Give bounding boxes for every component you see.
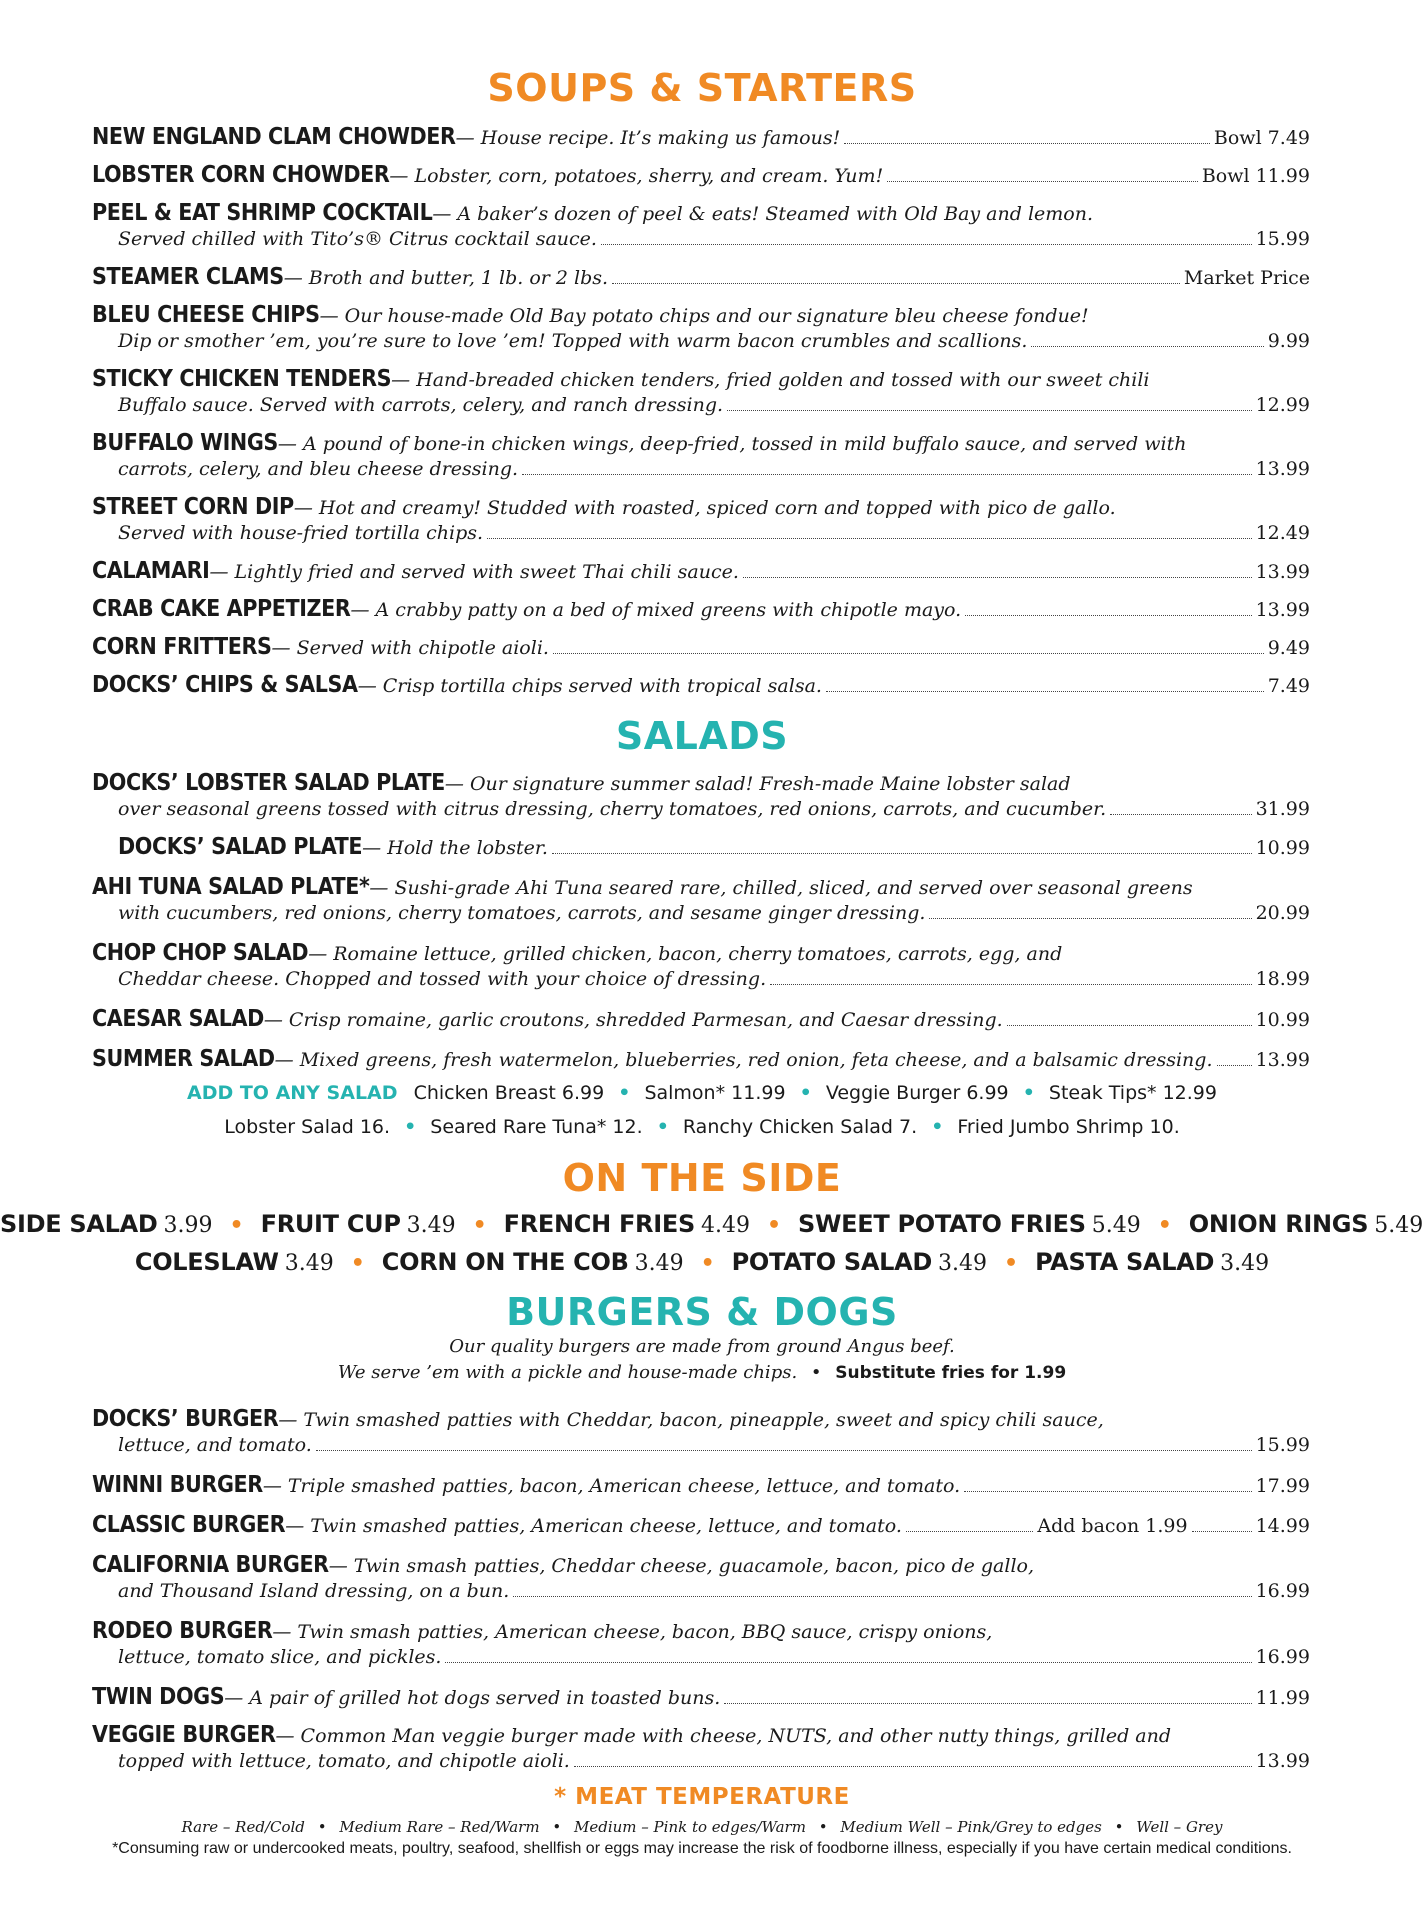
menu-item-buffalo-wings <box>92 430 1310 482</box>
menu-item-veggie-burger <box>92 1722 1310 1774</box>
item-name: CORN FRITTERS <box>92 634 272 660</box>
side-price: 3.49 <box>634 1251 684 1276</box>
item-desc: — Twin smash patties, Cheddar cheese, guacamole, bacon, pico de gallo, <box>328 1555 1035 1577</box>
dot-leader <box>522 474 1252 475</box>
addon-price: 7. <box>899 1116 918 1138</box>
menu-item-calamari <box>92 558 1310 584</box>
dot-leader <box>929 918 1251 919</box>
item-price: 11.99 <box>1255 1687 1310 1709</box>
item-name: LOBSTER CORN CHOWDER <box>92 162 390 188</box>
menu-item-docks-salad-plate <box>118 834 1310 860</box>
item-desc: — Common Man veggie burger made with cheese, NUTS, and other nutty things, grilled and <box>275 1725 1172 1747</box>
addon-name: Steak Tips* <box>1048 1082 1157 1104</box>
addon-name: Veggie Burger <box>825 1082 961 1104</box>
dot-leader <box>724 1703 1251 1704</box>
separator-dot: • <box>700 1251 715 1276</box>
separator-dot: • <box>404 1116 417 1138</box>
item-price: Market Price <box>1183 267 1310 289</box>
item-name: DOCKS’ CHIPS & SALSA <box>92 672 358 698</box>
item-name: RODEO BURGER <box>92 1618 273 1644</box>
dot-leader <box>513 1596 1251 1597</box>
menu-item-ahi-tuna-salad <box>92 874 1310 926</box>
item-price: 13.99 <box>1255 1750 1310 1772</box>
item-name: CRAB CAKE APPETIZER <box>92 596 351 622</box>
item-name: BUFFALO WINGS <box>92 430 278 456</box>
dot-leader <box>770 984 1251 985</box>
item-price: 10.99 <box>1255 1009 1310 1031</box>
sides-row-1 <box>0 1206 1423 1244</box>
side-price: 5.49 <box>1091 1213 1141 1238</box>
dot-leader <box>906 1531 1033 1532</box>
dot-leader <box>1192 1531 1252 1532</box>
side-price: 3.49 <box>938 1251 988 1276</box>
menu-item-twin-dogs <box>92 1684 1310 1710</box>
separator-dot: • <box>317 1818 327 1836</box>
dot-leader <box>1007 1025 1252 1026</box>
dot-leader <box>1110 814 1251 815</box>
add-bacon: Add bacon 1.99 <box>1037 1515 1188 1537</box>
separator-dot: • <box>931 1116 944 1138</box>
item-desc: — A crabby patty on a bed of mixed greens with chipotle mayo. <box>350 599 962 621</box>
item-price: 15.99 <box>1255 1434 1310 1456</box>
item-price: 16.99 <box>1255 1580 1310 1602</box>
separator-dot: • <box>799 1082 812 1104</box>
separator-dot: • <box>656 1116 669 1138</box>
item-name: CHOP CHOP SALAD <box>92 940 309 966</box>
item-desc: — A pair of grilled hot dogs served in toasted buns. <box>224 1687 721 1709</box>
item-desc: — A pound of bone-in chicken wings, deep-fried, tossed in mild buffalo sauce, and served with <box>277 433 1187 455</box>
side-price: 3.99 <box>163 1213 213 1238</box>
menu-item-classic-burger <box>92 1512 1310 1538</box>
menu-item-sticky-chicken-tenders <box>92 366 1310 418</box>
item-desc: — Hold the lobster. <box>362 837 548 859</box>
separator-dot: • <box>1114 1818 1124 1836</box>
menu-item-docks-burger <box>92 1406 1310 1458</box>
side-price: 3.49 <box>406 1213 456 1238</box>
item-name: BLEU CHEESE CHIPS <box>92 302 320 328</box>
menu-item-bleu-cheese-chips <box>92 302 1310 354</box>
item-desc-2: Served chilled with Tito’s® Citrus cocktail sauce. <box>118 228 597 250</box>
separator-dot: • <box>229 1213 244 1238</box>
dot-leader <box>743 577 1252 578</box>
addon-price: 12.99 <box>1162 1082 1217 1104</box>
dot-leader <box>612 283 1180 284</box>
dot-leader <box>1217 1065 1252 1066</box>
item-name: DOCKS’ SALAD PLATE <box>118 834 363 860</box>
item-desc: — Our signature summer salad! Fresh-made Maine lobster salad <box>444 773 1071 795</box>
item-price: 9.49 <box>1267 637 1310 659</box>
addon-name: Seared Rare Tuna* <box>430 1116 607 1138</box>
item-price: 10.99 <box>1255 837 1310 859</box>
addon-price: 12. <box>612 1116 643 1138</box>
item-desc: — House recipe. It’s making us famous! <box>455 127 841 149</box>
item-desc: — Hot and creamy! Studded with roasted, spiced corn and topped with pico de gallo. <box>293 497 1116 519</box>
item-price: 15.99 <box>1255 228 1310 250</box>
salad-addons-row-2 <box>0 1112 1404 1142</box>
meat-temperature-list <box>0 1816 1404 1838</box>
item-name: CLASSIC BURGER <box>92 1512 286 1538</box>
side-name: FRUIT CUP <box>260 1210 401 1238</box>
menu-item-street-corn-dip <box>92 494 1310 546</box>
addon-name: Lobster Salad <box>224 1116 354 1138</box>
item-desc: — Lightly fried and served with sweet Thai chili sauce. <box>209 561 739 583</box>
item-desc-2: lettuce, and tomato. <box>118 1434 312 1456</box>
side-price: 3.49 <box>284 1251 334 1276</box>
side-name: ONION RINGS <box>1188 1210 1369 1238</box>
menu-item-chips-salsa <box>92 672 1310 698</box>
item-name: WINNI BURGER <box>92 1472 263 1498</box>
dot-leader <box>601 244 1252 245</box>
dot-leader <box>574 1766 1252 1767</box>
addon-price: 11.99 <box>731 1082 786 1104</box>
side-price: 4.49 <box>700 1213 750 1238</box>
menu-item-clam-chowder <box>92 124 1310 150</box>
item-desc-2: lettuce, tomato slice, and pickles. <box>118 1646 442 1668</box>
section-title-soups: SOUPS & STARTERS <box>487 66 917 110</box>
side-name: PASTA SALAD <box>1035 1248 1215 1276</box>
dot-leader <box>553 653 1264 654</box>
item-desc-2: Cheddar cheese. Chopped and tossed with your choice of dressing. <box>118 968 767 990</box>
salad-addons-row-1 <box>0 1078 1404 1108</box>
fries-substitute: Substitute fries for 1.99 <box>835 1363 1067 1383</box>
dot-leader <box>965 615 1251 616</box>
item-desc-2: with cucumbers, red onions, cherry tomatoes, carrots, and sesame ginger dressing. <box>118 902 926 924</box>
dot-leader <box>1031 346 1263 347</box>
temp-item: Well – Grey <box>1136 1818 1223 1836</box>
separator-dot: • <box>1004 1251 1019 1276</box>
item-name: TWIN DOGS <box>92 1684 225 1710</box>
item-desc: — Romaine lettuce, grilled chicken, bacon, cherry tomatoes, carrots, egg, and <box>308 943 1063 965</box>
separator-dot: • <box>472 1213 487 1238</box>
item-desc-2: carrots, celery, and bleu cheese dressing. <box>118 458 519 480</box>
addon-name: Fried Jumbo Shrimp <box>957 1116 1144 1138</box>
item-desc: — A baker’s dozen of peel & eats! Steamed with Old Bay and lemon. <box>432 203 1094 225</box>
side-price: 3.49 <box>1220 1251 1270 1276</box>
item-price: 13.99 <box>1255 599 1310 621</box>
item-price: 13.99 <box>1255 1049 1310 1071</box>
sides-row-2 <box>0 1244 1404 1282</box>
item-desc-2: Buffalo sauce. Served with carrots, celery, and ranch dressing. <box>118 394 724 416</box>
item-desc: — Hand-breaded chicken tenders, fried golden and tossed with our sweet chili <box>391 369 1150 391</box>
item-desc: — Crisp romaine, garlic croutons, shredded Parmesan, and Caesar dressing. <box>263 1009 1003 1031</box>
consumer-advisory: *Consuming raw or undercooked meats, poultry, seafood, shellfish or eggs may increase the risk of foodborne illness, especially if you have certain medical conditions. <box>112 1840 1292 1857</box>
item-name: STEAMER CLAMS <box>92 264 284 290</box>
dot-leader <box>487 538 1252 539</box>
item-desc: — Broth and butter, 1 lb. or 2 lbs. <box>283 267 609 289</box>
menu-item-winni-burger <box>92 1472 1310 1498</box>
item-price: 20.99 <box>1255 902 1310 924</box>
item-desc-2: over seasonal greens tossed with citrus dressing, cherry tomatoes, red onions, carrots, and cucumber. <box>118 798 1107 820</box>
menu-item-rodeo-burger <box>92 1618 1310 1670</box>
separator-dot: • <box>552 1818 562 1836</box>
side-name: SIDE SALAD <box>0 1210 158 1238</box>
menu-item-crab-cake <box>92 596 1310 622</box>
item-name: CAESAR SALAD <box>92 1006 264 1032</box>
dot-leader <box>316 1450 1252 1451</box>
side-name: SWEET POTATO FRIES <box>798 1210 1086 1238</box>
addon-price: 6.99 <box>561 1082 605 1104</box>
item-desc-2: Served with house-fried tortilla chips. <box>118 522 484 544</box>
menu-item-lobster-salad-plate <box>92 770 1310 822</box>
addon-price: 6.99 <box>966 1082 1009 1104</box>
item-price: 9.99 <box>1267 330 1310 352</box>
dot-leader <box>826 691 1264 692</box>
addon-label: ADD TO ANY SALAD <box>186 1082 398 1104</box>
item-desc: — Lobster, corn, potatoes, sherry, and cream. Yum! <box>389 165 884 187</box>
item-price: 7.49 <box>1267 675 1310 697</box>
side-name: FRENCH FRIES <box>503 1210 695 1238</box>
item-price: Bowl 11.99 <box>1201 165 1310 187</box>
section-title-salads: SALADS <box>615 714 789 758</box>
item-desc-2: and Thousand Island dressing, on a bun. <box>118 1580 510 1602</box>
item-price: 17.99 <box>1255 1475 1310 1497</box>
menu-item-caesar-salad <box>92 1006 1310 1032</box>
item-name: CALIFORNIA BURGER <box>92 1552 329 1578</box>
addon-price: 10. <box>1149 1116 1180 1138</box>
item-desc: — Our house-made Old Bay potato chips and our signature bleu cheese fondue! <box>319 305 1089 327</box>
item-name: STICKY CHICKEN TENDERS <box>92 366 392 392</box>
temp-item: Medium Rare – Red/Warm <box>339 1818 540 1836</box>
item-desc: — Crisp tortilla chips served with tropical salsa. <box>357 675 822 697</box>
menu-item-summer-salad <box>92 1046 1310 1072</box>
burgers-intro-text: We serve ’em with a pickle and house-made chips. <box>337 1362 798 1383</box>
item-name: DOCKS’ BURGER <box>92 1406 279 1432</box>
item-price: 31.99 <box>1255 798 1310 820</box>
menu-item-shrimp-cocktail <box>92 200 1310 252</box>
item-price: 13.99 <box>1255 561 1310 583</box>
item-desc: — Mixed greens, fresh watermelon, blueberries, red onion, feta cheese, and a balsamic dressing. <box>274 1049 1213 1071</box>
temp-item: Rare – Red/Cold <box>181 1818 305 1836</box>
item-name: VEGGIE BURGER <box>92 1722 276 1748</box>
side-name: POTATO SALAD <box>731 1248 933 1276</box>
menu-item-california-burger <box>92 1552 1310 1604</box>
temp-item: Medium Well – Pink/Grey to edges <box>840 1818 1102 1836</box>
menu-item-lobster-corn-chowder <box>92 162 1310 188</box>
addon-name: Ranchy Chicken Salad <box>682 1116 893 1138</box>
separator-dot: • <box>810 1362 822 1383</box>
section-title-burgers: BURGERS & DOGS <box>506 1290 898 1334</box>
item-name: STREET CORN DIP <box>92 494 294 520</box>
item-name: PEEL & EAT SHRIMP COCKTAIL <box>92 200 433 226</box>
addon-name: Chicken Breast <box>413 1082 556 1104</box>
dot-leader <box>844 143 1210 144</box>
side-name: CORN ON THE COB <box>381 1248 629 1276</box>
item-desc: — Twin smash patties, American cheese, bacon, BBQ sauce, crispy onions, <box>272 1621 993 1643</box>
side-price: 5.49 <box>1374 1213 1423 1238</box>
item-desc: — Triple smashed patties, bacon, American cheese, lettuce, and tomato. <box>262 1475 961 1497</box>
item-price: Bowl 7.49 <box>1213 127 1310 149</box>
menu-item-steamer-clams <box>92 264 1310 290</box>
meat-temperature-title: * MEAT TEMPERATURE <box>554 1784 850 1810</box>
item-desc: — Served with chipotle aioli. <box>271 637 549 659</box>
dot-leader <box>727 410 1252 411</box>
item-desc: — Twin smashed patties, American cheese, lettuce, and tomato. <box>285 1515 902 1537</box>
item-name: SUMMER SALAD <box>92 1046 275 1072</box>
item-name: AHI TUNA SALAD PLATE* <box>92 874 370 900</box>
temp-item: Medium – Pink to edges/Warm <box>574 1818 806 1836</box>
separator-dot: • <box>1022 1082 1035 1104</box>
menu-item-chop-chop-salad <box>92 940 1310 992</box>
separator-dot: • <box>1157 1213 1172 1238</box>
burgers-intro-1: Our quality burgers are made from ground Angus beef. <box>449 1336 955 1357</box>
addon-name: Salmon* <box>644 1082 726 1104</box>
item-price: 18.99 <box>1255 968 1310 990</box>
burgers-intro-2 <box>0 1360 1404 1386</box>
item-name: DOCKS’ LOBSTER SALAD PLATE <box>92 770 445 796</box>
item-desc-2: Dip or smother ’em, you’re sure to love ’em! Topped with warm bacon crumbles and scallions. <box>118 330 1028 352</box>
item-price: 12.49 <box>1255 522 1310 544</box>
item-name: NEW ENGLAND CLAM CHOWDER <box>92 124 456 150</box>
dot-leader <box>887 181 1198 182</box>
addon-price: 16. <box>359 1116 391 1138</box>
separator-dot: • <box>766 1213 781 1238</box>
item-price: 12.99 <box>1255 394 1310 416</box>
item-price: 16.99 <box>1255 1646 1310 1668</box>
dot-leader <box>445 1662 1251 1663</box>
item-desc: — Sushi-grade Ahi Tuna seared rare, chilled, sliced, and served over seasonal greens <box>369 877 1193 899</box>
item-price: 13.99 <box>1255 458 1310 480</box>
menu-item-corn-fritters <box>92 634 1310 660</box>
separator-dot: • <box>618 1082 631 1104</box>
side-name: COLESLAW <box>134 1248 279 1276</box>
dot-leader <box>552 853 1252 854</box>
item-price: 14.99 <box>1255 1515 1310 1537</box>
separator-dot: • <box>818 1818 828 1836</box>
item-desc-2: topped with lettuce, tomato, and chipotle aioli. <box>118 1750 570 1772</box>
section-title-sides: ON THE SIDE <box>562 1156 842 1200</box>
dot-leader <box>964 1491 1251 1492</box>
separator-dot: • <box>350 1251 365 1276</box>
item-desc: — Twin smashed patties with Cheddar, bacon, pineapple, sweet and spicy chili sauce, <box>278 1409 1104 1431</box>
item-name: CALAMARI <box>92 558 210 584</box>
